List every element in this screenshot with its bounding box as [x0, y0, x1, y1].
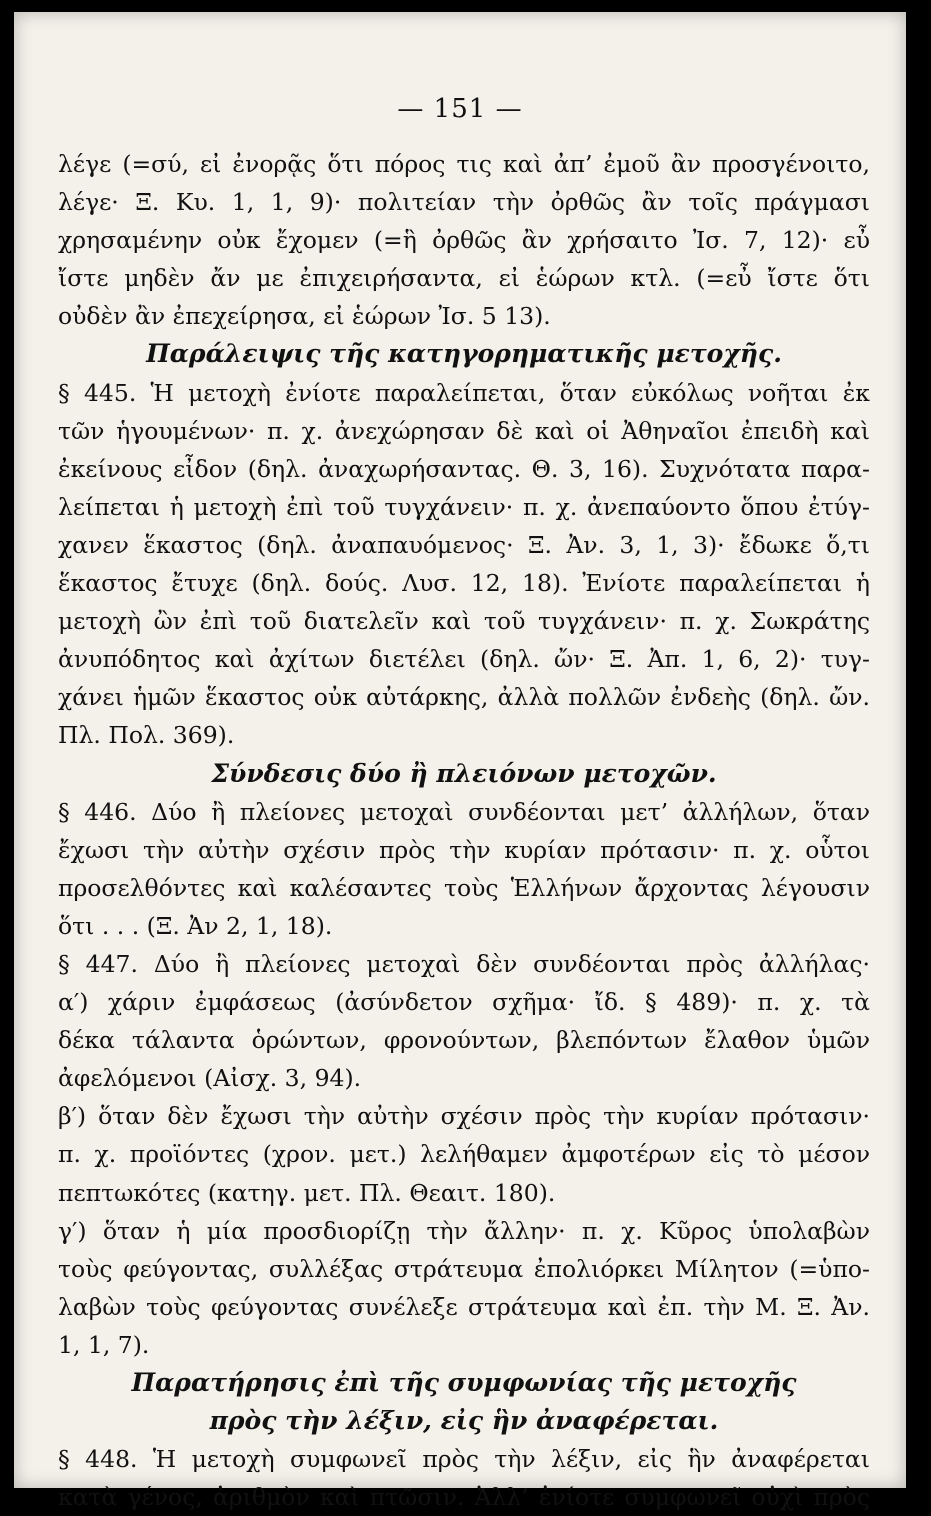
page-text [58, 145, 870, 1516]
text-line: λέγε· Ξ. Κυ. 1, 1, 9)· πολιτείαν τὴν ὀρθῶς ἂν τοῖς πράγμασι [58, 188, 870, 217]
text-line: ἀφελόμενοι (Αἰσχ. 3, 94). [58, 1064, 362, 1093]
section-heading-line: Παράλειψις τῆς κατηγορηματικῆς μετοχῆς. [146, 339, 782, 369]
text-line: λαβὼν τοὺς φεύγοντας συνέλεξε στράτευμα καὶ ἐπ. τὴν Μ. Ξ. Ἀν. [58, 1292, 870, 1321]
section-heading-line: Σύνδεσις δύο ἢ πλειόνων μετοχῶν. [211, 758, 717, 788]
text-line: δέκα τάλαντα ὁρώντων, φρονούντων, βλεπόντων ἔλαθον ὑμῶν [58, 1026, 870, 1055]
section-heading-line: πρὸς τὴν λέξιν, εἰς ἣν ἀναφέρεται. [209, 1406, 719, 1436]
text-line: π. χ. προϊόντες (χρον. μετ.) λελήθαμεν ἀμφοτέρων εἰς τὸ μέσον [58, 1140, 870, 1169]
text-line: α′) χάριν ἐμφάσεως (ἀσύνδετον σχῆμα· ἴδ. § 489)· π. χ. τὰ [58, 988, 870, 1017]
text-line: ἐκείνους εἶδον (δηλ. ἀναχωρήσαντας. Θ. 3, 16). Συχνότατα παρα- [58, 454, 870, 483]
text-line: λέγε (=σύ, εἰ ἐνορᾷς ὅτι πόρος τις καὶ ἀπ’ ἐμοῦ ἂν προσγένοιτο, [58, 150, 870, 178]
text-line: προσελθόντες καὶ καλέσαντες τοὺς Ἑλλήνων ἄρχοντας λέγουσιν [58, 873, 870, 902]
section-heading-line: Παρατήρησις ἐπὶ τῆς συμφωνίας τῆς μετοχῆς [131, 1368, 797, 1397]
text-line: κατὰ γένος, ἀριθμὸν καὶ πτῶσιν. Ἀλλ’ ἐνίοτε συμφωνεῖ οὐχὶ πρὸς [58, 1483, 870, 1512]
book-page [14, 12, 906, 1512]
text-line: Πλ. Πολ. 369). [58, 721, 235, 750]
text-line: χάνει ἡμῶν ἕκαστος οὐκ αὐτάρκης, ἀλλὰ πολλῶν ἐνδεὴς (δηλ. ὤν. [58, 683, 870, 712]
text-line: μετοχὴ ὢν ἐπὶ τοῦ διατελεῖν καὶ τοῦ τυγχάνειν· π. χ. Σωκράτης [58, 607, 870, 636]
text-line: οὐδὲν ἂν ἐπεχείρησα, εἰ ἑώρων Ἰσ. 5 13). [58, 302, 551, 331]
text-line: ἀνυπόδητος καὶ ἀχίτων διετέλει (δηλ. ὤν· Ξ. Ἀπ. 1, 6, 2)· τυγ- [58, 645, 870, 674]
text-line: § 448. Ἡ μετοχὴ συμφωνεῖ πρὸς τὴν λέξιν, εἰς ἣν ἀναφέρεται [58, 1445, 870, 1474]
text-line: β′) ὅταν δὲν ἔχωσι τὴν αὐτὴν σχέσιν πρὸς τὴν κυρίαν πρότασιν· [58, 1102, 870, 1131]
text-line: § 446. Δύο ἢ πλείονες μετοχαὶ συνδέονται μετ’ ἀλλήλων, ὅταν [58, 797, 870, 826]
page-number: — 151 — [397, 94, 523, 124]
text-line: § 445. Ἡ μετοχὴ ἐνίοτε παραλείπεται, ὅταν εὐκόλως νοῆται ἐκ [58, 378, 870, 407]
text-line: § 447. Δύο ἢ πλείονες μετοχαὶ δὲν συνδέονται πρὸς ἀλλήλας· [58, 949, 870, 978]
text-line: γ′) ὅταν ἡ μία προσδιορίζῃ τὴν ἄλλην· π. χ. Κῦρος ὑπολαβὼν [58, 1216, 870, 1245]
text-line: τοὺς φεύγοντας, συλλέξας στράτευμα ἐπολιόρκει Μίλητον (=ὑπο- [58, 1254, 870, 1283]
text-line: λείπεται ἡ μετοχὴ ἐπὶ τοῦ τυγχάνειν· π. χ. ἀνεπαύοντο ὅπου ἐτύγ- [58, 492, 870, 521]
text-line: χρησαμένην οὐκ ἔχομεν (=ἣ ὀρθῶς ἂν χρήσαιτο Ἰσ. 7, 12)· εὖ [58, 226, 870, 255]
text-line: τῶν ἡγουμένων· π. χ. ἀνεχώρησαν δὲ καὶ οἱ Ἀθηναῖοι ἐπειδὴ καὶ [58, 416, 870, 445]
text-line: ὅτι . . . (Ξ. Ἀν 2, 1, 18). [58, 911, 333, 940]
text-line: πεπτωκότες (κατηγ. μετ. Πλ. Θεαιτ. 180). [58, 1178, 556, 1207]
text-line: ἕκαστος ἔτυχε (δηλ. δούς. Λυσ. 12, 18). Ἐνίοτε παραλείπεται ἡ [58, 569, 870, 598]
text-line: ἴστε μηδὲν ἄν με ἐπιχειρήσαντα, εἰ ἑώρων κτλ. (=εὖ ἴστε ὅτι [58, 264, 870, 293]
text-line: ἔχωσι τὴν αὐτὴν σχέσιν πρὸς τὴν κυρίαν πρότασιν· π. χ. οὗτοι [58, 835, 870, 864]
text-line: χανεν ἕκαστος (δηλ. ἀναπαυόμενος· Ξ. Ἀν. 3, 1, 3)· ἔδωκε ὅ,τι [58, 530, 870, 559]
text-line: 1, 1, 7). [58, 1330, 150, 1359]
